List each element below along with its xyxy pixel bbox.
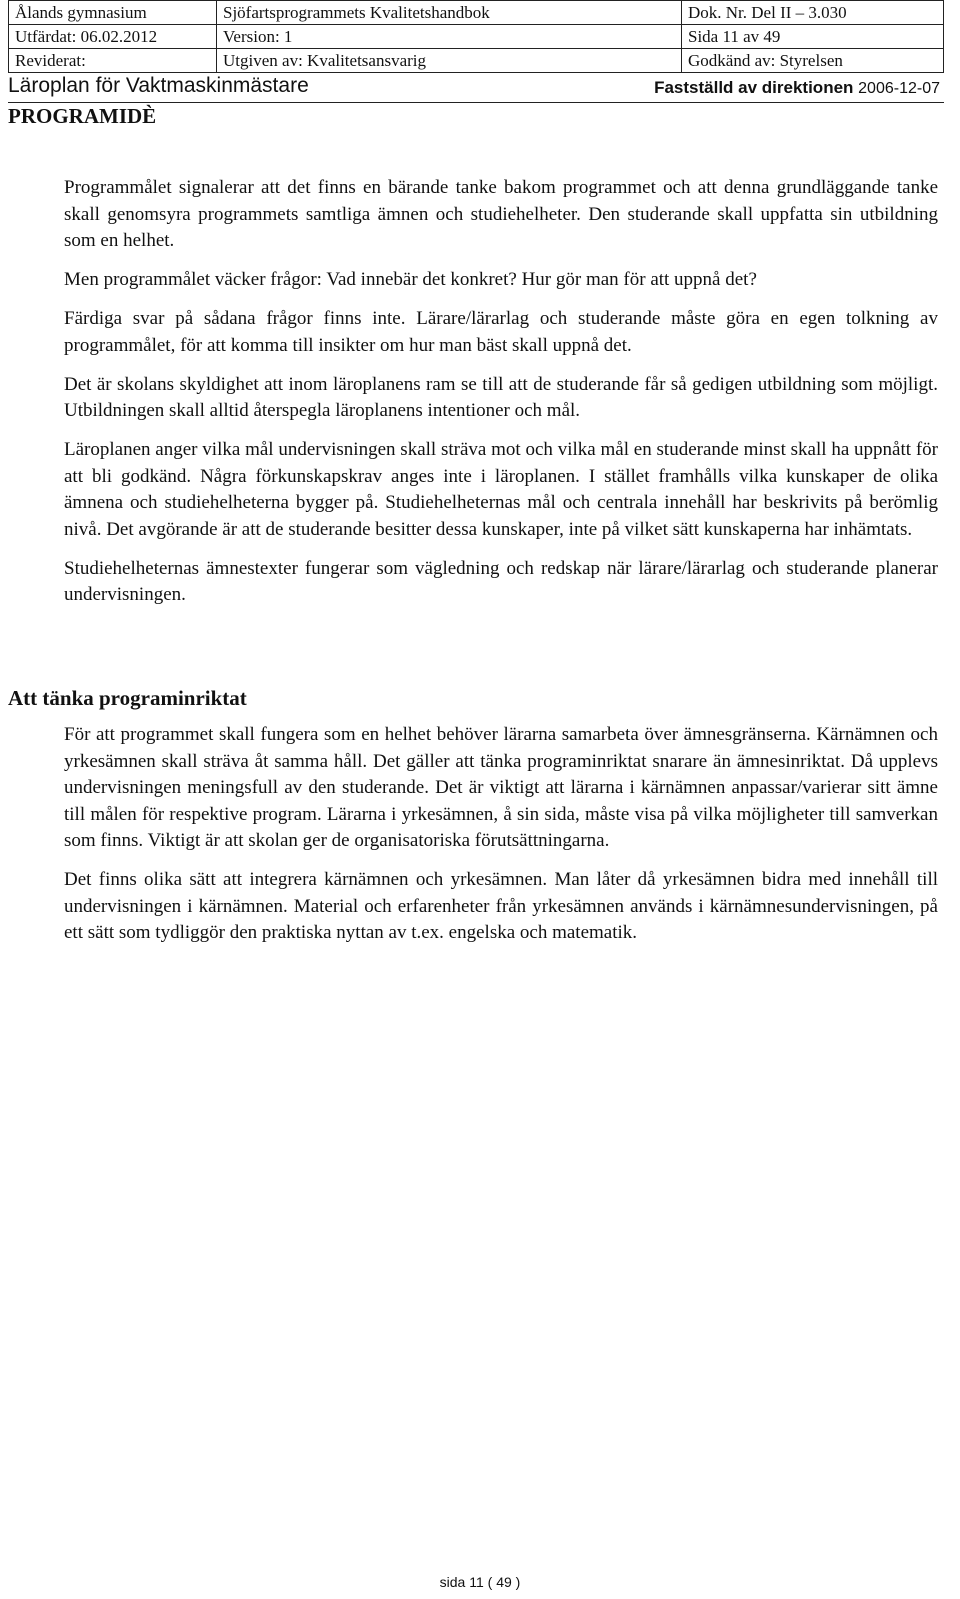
paragraph: Men programmålet väcker frågor: Vad innebär det konkret? Hur gör man för att uppnå det? [64, 269, 757, 290]
paragraph: För att programmet skall fungera som en helhet behöver lärarna samarbeta över ämnesgränserna. Kärnämnen och yrkesämnen skall sträva åt samma håll. Det gäller att tänka programinriktat snarare än ämnesinriktat. Då upplevs undervisningen meningsfull av den studerande. Det är viktigt att lärarna i kärnämnen anpassar/varierar sitt ämne till målen för respektive program. Lärarna i yrkesämnen, å sin sida, måste visa på vilka möjligheter till samverkan som finns. Viktigt är att skolan ger de organisatoriska förutsättningarna. [64, 724, 938, 851]
paragraph: Det finns olika sätt att integrera kärnämnen och yrkesämnen. Man låter då yrkesämnen bidra med innehåll till undervisningen i kärnämnen. Material och erfarenheter från yrkesämnen används i kärnämnesundervisningen, på ett sätt som tydliggör den praktiska nyttan av t.ex. engelska och matematik. [64, 869, 938, 943]
established-label: Fastställd av direktionen [654, 78, 854, 97]
issued-by: Utgiven av: Kvalitetsansvarig [217, 49, 682, 73]
page-footer: sida 11 ( 49 ) [439, 1574, 521, 1590]
established-note [654, 78, 940, 98]
revised-label: Reviderat: [9, 49, 217, 73]
school-name: Ålands gymnasium [9, 1, 217, 25]
subsection-body [64, 722, 938, 959]
established-date: 2006-12-07 [858, 80, 940, 97]
header-row [9, 49, 944, 73]
paragraph: Färdiga svar på sådana frågor finns inte. Lärare/lärarlag och studerande måste göra en egen tolkning av programmålet, för att komma till insikter om hur man bäst skall uppnå det. [64, 308, 938, 356]
paragraph: Det är skolans skyldighet att inom läroplanens ram se till att de studerande får så gedigen utbildning som möjligt. Utbildningen skall alltid återspegla läroplanens intentioner och mål. [64, 373, 938, 421]
version: Version: 1 [217, 25, 682, 49]
curriculum-title: Läroplan för Vaktmaskinmästare [8, 74, 309, 97]
approved-by: Godkänd av: Styrelsen [682, 49, 944, 73]
handbook-name: Sjöfartsprogrammets Kvalitetshandbok [217, 1, 682, 25]
curriculum-title-row [8, 72, 944, 103]
header-row [9, 25, 944, 49]
paragraph: Studiehelheternas ämnestexter fungerar som vägledning och redskap när lärare/lärarlag och studerande planerar undervisningen. [64, 557, 938, 605]
paragraph: Läroplanen anger vilka mål undervisningen skall sträva mot och vilka mål en studerande minst skall ha uppnått för att bli godkänd. Några förkunskapskrav anges inte i läroplanen. I stället framhålls vilka kunskaper de olika ämnena och studiehelheterna bygger på. Studiehelheternas mål och centrala innehåll har beskrivits på berömlig nivå. Det avgörande är att de studerande besitter dessa kunskaper, inte på vilket sätt kunskaperna har inhämtats. [64, 439, 938, 540]
page-indicator: Sida 11 av 49 [682, 25, 944, 49]
subsection-title: Att tänka programinriktat [8, 686, 247, 710]
document-number: Dok. Nr. Del II – 3.030 [682, 1, 944, 25]
document-header-table [8, 0, 944, 73]
section-title: PROGRAMIDÈ [8, 104, 157, 128]
paragraph: Programmålet signalerar att det finns en bärande tanke bakom programmet och att denna grundläggande tanke skall genomsyra programmets samtliga ämnen och studiehelheter. Den studerande skall uppfatta sin utbildning som en helhet. [64, 177, 938, 251]
issued-date: Utfärdat: 06.02.2012 [9, 25, 217, 49]
section-body [64, 175, 938, 621]
header-row [9, 1, 944, 25]
